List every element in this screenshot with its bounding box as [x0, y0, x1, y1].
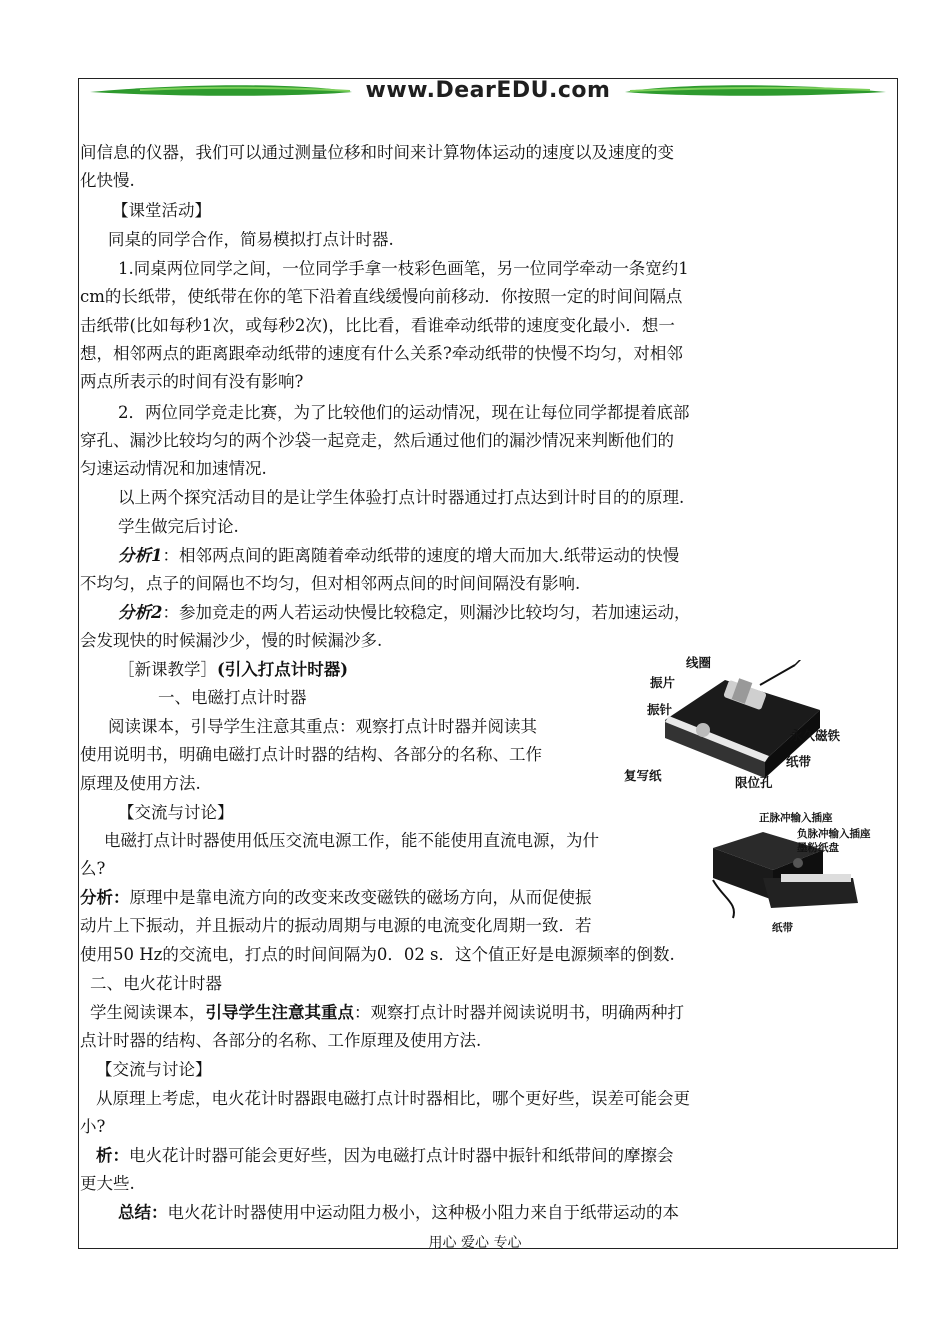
summary-line: 总结：电火花计时器使用中运动阻力极小，这种极小阻力来自于纸带运动的本: [118, 1203, 679, 1222]
analysis-2-line: 分析2：参加竞走的两人若运动快慢比较稳定，则漏沙比较均匀，若加速运动，: [118, 603, 691, 622]
paragraph-line: 2．两位同学竞走比赛，为了比较他们的运动情况，现在让每位同学都提着底部: [118, 403, 690, 422]
paragraph-line: 小?: [80, 1117, 106, 1136]
figure-label-tape: 纸带: [786, 754, 812, 769]
figure-label-tape: 纸带: [772, 922, 793, 934]
paragraph-line: 会发现快的时候漏沙少，慢的时候漏沙多.: [80, 631, 383, 650]
analysis-1-label: 分析1: [118, 546, 163, 565]
paragraph-line: 以上两个探究活动目的是让学生体验打点计时器通过打点达到计时目的的原理.: [118, 488, 685, 507]
paragraph-line: 使用说明书，明确电磁打点计时器的结构、各部分的名称、工作: [80, 745, 542, 764]
page-footer: 用心 爱心 专心: [428, 1235, 522, 1251]
paragraph-line: 击纸带(比如每秒1次，或每秒2次)，比比看，看谁牵动纸带的速度变化最小．想一: [80, 316, 675, 335]
new-lesson-heading: ［新课教学］(引入打点计时器): [118, 660, 349, 679]
analysis-line: 分析：原理中是靠电流方向的改变来改变磁铁的磁场方向，从而促使振: [80, 888, 592, 907]
section-heading: 二、电火花计时器: [90, 974, 222, 993]
section-heading: 一、电磁打点计时器: [158, 688, 307, 707]
paragraph-line: 匀速运动情况和加速情况.: [80, 459, 267, 478]
paragraph-line: 想，相邻两点的距离跟牵动纸带的速度有什么关系?牵动纸带的快慢不均匀，对相邻: [80, 344, 683, 363]
paragraph-line: 间信息的仪器，我们可以通过测量位移和时间来计算物体运动的速度以及速度的变: [80, 143, 674, 162]
analysis-label: 析：: [96, 1146, 129, 1165]
figure-label-hole: 限位孔: [735, 775, 773, 790]
paragraph-line: 两点所表示的时间有没有影响?: [80, 372, 304, 391]
paragraph-line: 同桌的同学合作，简易模拟打点计时器.: [108, 230, 394, 249]
figure-label-coil: 线圈: [686, 655, 712, 670]
analysis-label: 分析：: [80, 888, 130, 907]
paragraph-line: 原理及使用方法.: [80, 774, 201, 793]
figure-label-neg-socket: 负脉冲输入插座: [797, 828, 871, 840]
figure-label-magnet: 永久磁铁: [790, 728, 841, 743]
figure-label-carbon: 复写纸: [624, 768, 662, 783]
paragraph-line: 从原理上考虑，电火花计时器跟电磁打点计时器相比，哪个更好些，误差可能会更: [96, 1089, 690, 1108]
paragraph-line: 么?: [80, 859, 106, 878]
figure-label-needle: 振针: [647, 702, 673, 717]
analysis-2-label: 分析2: [118, 603, 163, 622]
paragraph-line: 点计时器的结构、各部分的名称、工作原理及使用方法.: [80, 1031, 482, 1050]
figure-label-ink-disk: 墨粉纸盘: [797, 842, 839, 854]
paragraph-line: cm的长纸带，使纸带在你的笔下沿着直线缓慢向前移动．你按照一定的时间间隔点: [80, 287, 683, 306]
section-heading: 【课堂活动】: [112, 201, 211, 220]
paragraph-line: 学生做完后讨论.: [118, 517, 239, 536]
analysis-1-line: 分析1：相邻两点间的距离随着牵动纸带的速度的增大而加大.纸带运动的快慢: [118, 546, 680, 565]
paragraph-line: 更大些.: [80, 1174, 135, 1193]
figure-label-pos-socket: 正脉冲输入插座: [759, 812, 833, 824]
section-heading: 【交流与讨论】: [96, 1060, 212, 1079]
paragraph-line: 1.同桌两位同学之间，一位同学手拿一枝彩色画笔，另一位同学牵动一条宽约1: [118, 259, 689, 278]
paragraph-line: 阅读课本，引导学生注意其重点：观察打点计时器并阅读其: [108, 717, 537, 736]
figure-label-vibrator: 振片: [650, 675, 676, 690]
paragraph-line: 学生阅读课本，引导学生注意其重点：观察打点计时器并阅读说明书，明确两种打: [90, 1003, 684, 1022]
summary-label: 总结：: [118, 1203, 168, 1222]
paragraph-line: 动片上下振动，并且振动片的振动周期与电源的电流变化周期一致．若: [80, 916, 592, 935]
paragraph-line: 穿孔、漏沙比较均匀的两个沙袋一起竞走，然后通过他们的漏沙情况来判断他们的: [80, 431, 674, 450]
paragraph-line: 电磁打点计时器使用低压交流电源工作，能不能使用直流电源，为什: [104, 831, 599, 850]
site-logo-text[interactable]: www.DearEDU.com: [365, 78, 611, 103]
paragraph-line: 化快慢.: [80, 171, 135, 190]
paragraph-line: 不均匀，点子的间隔也不均匀，但对相邻两点间的时间间隔没有影响.: [80, 574, 581, 593]
analysis-line: 析：电火花计时器可能会更好些，因为电磁打点计时器中振针和纸带间的摩擦会: [96, 1146, 674, 1165]
paragraph-line: 使用50 Hz的交流电，打点的时间间隔为0．02 s．这个值正好是电源频率的倒数.: [80, 945, 675, 964]
section-heading: 【交流与讨论】: [118, 803, 234, 822]
